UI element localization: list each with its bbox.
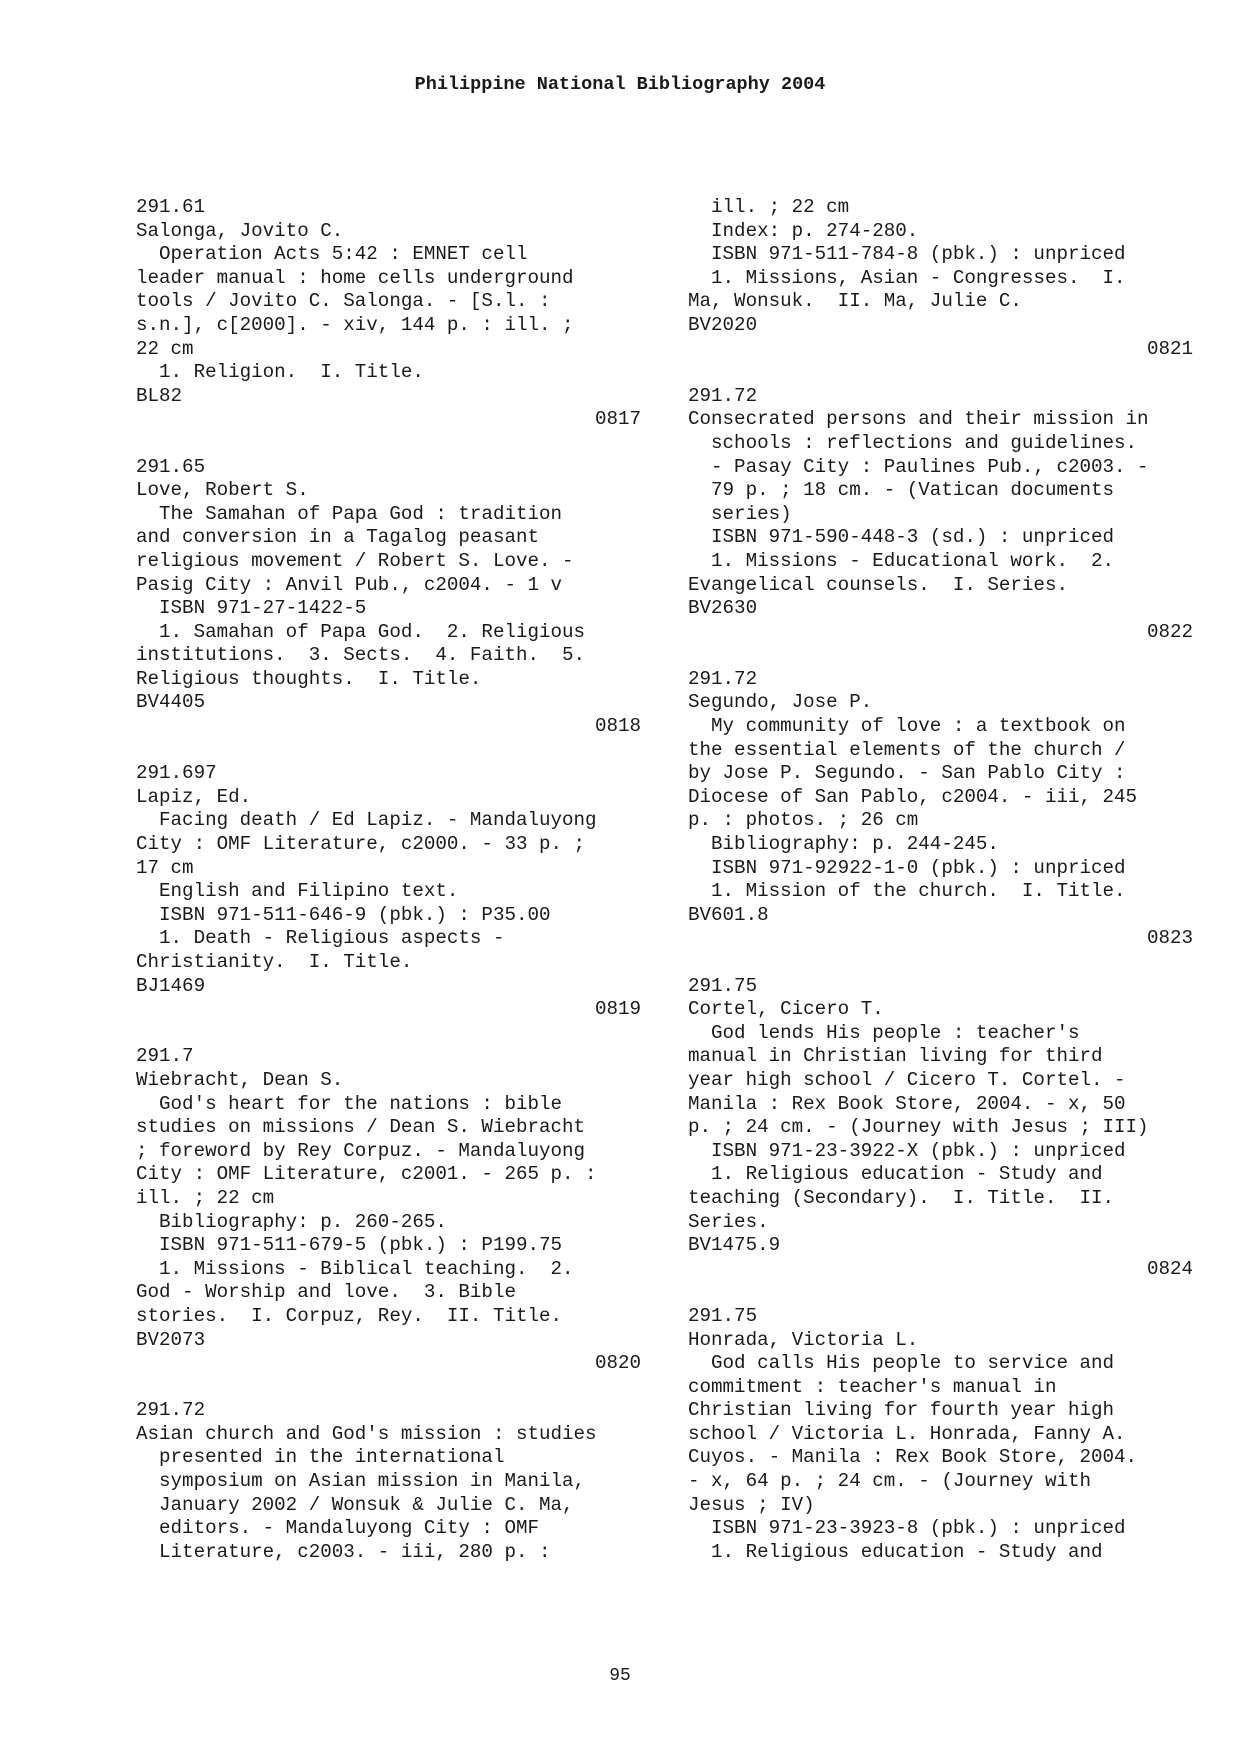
entry-line: Honrada, Victoria L.	[688, 1328, 919, 1351]
entry-line: God calls His people to service and	[688, 1352, 1115, 1375]
entry-line: Wiebracht, Dean S.	[136, 1068, 344, 1091]
entry-line: p. ; 24 cm. - (Journey with Jesus ; III)	[688, 1116, 1149, 1139]
entry-number: 0821	[1146, 337, 1193, 360]
entry-line: Cuyos. - Manila : Rex Book Store, 2004.	[688, 1446, 1138, 1469]
entry-line: 291.697	[136, 762, 217, 785]
entry-line: by Jose P. Segundo. - San Pablo City :	[688, 762, 1126, 785]
entry-line: 1. Missions - Biblical teaching. 2.	[136, 1257, 574, 1280]
entry-line: religious movement / Robert S. Love. -	[136, 549, 574, 572]
entry-line: 291.72	[136, 1399, 206, 1422]
entry-line: studies on missions / Dean S. Wiebracht	[136, 1116, 586, 1139]
entry-line: the essential elements of the church /	[688, 738, 1126, 761]
entry-line: 291.72	[688, 667, 758, 690]
entry-line: 291.7	[136, 1045, 194, 1068]
page-title: Philippine National Bibliography 2004	[414, 74, 826, 95]
entry-line: p. : photos. ; 26 cm	[688, 809, 919, 832]
entry-line: tools / Jovito C. Salonga. - [S.l. :	[136, 290, 551, 313]
entry-number: 0824	[1146, 1257, 1193, 1280]
bibliography-entry	[136, 1399, 641, 1564]
entry-line: year high school / Cicero T. Cortel. -	[688, 1068, 1126, 1091]
entry-line: and conversion in a Tagalog peasant	[136, 526, 540, 549]
entry-line: leader manual : home cells underground	[136, 266, 574, 289]
entry-line: Evangelical counsels. I. Series.	[688, 573, 1068, 596]
entry-line: 1. Death - Religious aspects -	[136, 927, 505, 950]
entry-line: God - Worship and love. 3. Bible	[136, 1281, 516, 1304]
bibliography-entry	[688, 385, 1193, 645]
entry-line: City : OMF Literature, c2000. - 33 p. ;	[136, 833, 586, 856]
entry-line: teaching (Secondary). I. Title. II.	[688, 1186, 1115, 1209]
entry-line: ISBN 971-511-646-9 (pbk.) : P35.00	[136, 903, 551, 926]
entry-line: 291.72	[688, 384, 758, 407]
entry-number: 0818	[594, 715, 641, 738]
entry-line: ISBN 971-511-784-8 (pbk.) : unpriced	[688, 243, 1126, 266]
entry-line: Asian church and God's mission : studies	[136, 1422, 597, 1445]
entry-line: Christianity. I. Title.	[136, 951, 413, 973]
entry-line: Jesus ; IV)	[688, 1493, 815, 1516]
entry-line: BV2073	[136, 1328, 206, 1351]
entry-line: Segundo, Jose P.	[688, 691, 873, 714]
entry-line: BV2630	[688, 597, 758, 620]
entry-line: Operation Acts 5:42 : EMNET cell	[136, 243, 528, 266]
entry-line: BL82	[136, 384, 183, 407]
entry-line: institutions. 3. Sects. 4. Faith. 5.	[136, 644, 586, 667]
entry-line: 79 p. ; 18 cm. - (Vatican documents	[688, 479, 1115, 502]
entry-line: editors. - Mandaluyong City : OMF	[136, 1517, 540, 1540]
entry-line: 1. Missions - Educational work. 2.	[688, 549, 1115, 572]
entry-line: 291.65	[136, 455, 206, 478]
entry-line: ISBN 971-511-679-5 (pbk.) : P199.75	[136, 1234, 563, 1257]
entry-line: Manila : Rex Book Store, 2004. - x, 50	[688, 1092, 1126, 1115]
entry-line: stories. I. Corpuz, Rey. II. Title.	[136, 1304, 563, 1327]
entry-line: Bibliography: p. 260-265.	[136, 1210, 447, 1233]
entry-line: 1. Samahan of Papa God. 2. Religious	[136, 620, 586, 643]
entry-line: City : OMF Literature, c2001. - 265 p. :	[136, 1163, 597, 1186]
entry-line: BV1475.9	[688, 1234, 781, 1257]
entry-line: Literature, c2003. - iii, 280 p. :	[136, 1540, 551, 1563]
bibliography-entry	[688, 1305, 1193, 1565]
entry-line: ISBN 971-27-1422-5	[136, 597, 367, 620]
entry-line: January 2002 / Wonsuk & Julie C. Ma,	[136, 1493, 574, 1516]
entry-line: ill. ; 22 cm	[136, 1186, 275, 1209]
entry-line: Index: p. 274-280.	[688, 219, 919, 242]
entry-line: Series.	[688, 1210, 769, 1233]
entry-line: ISBN 971-590-448-3 (sd.) : unpriced	[688, 526, 1115, 549]
entry-line: Cortel, Cicero T.	[688, 998, 884, 1021]
entry-line: BV4405	[136, 691, 206, 714]
entry-number: 0817	[594, 408, 641, 431]
entry-line: Diocese of San Pablo, c2004. - iii, 245	[688, 785, 1138, 808]
entry-number: 0823	[1146, 927, 1193, 950]
entry-line: manual in Christian living for third	[688, 1045, 1103, 1068]
entry-line: 291.75	[688, 974, 758, 997]
entry-line: ISBN 971-23-3923-8 (pbk.) : unpriced	[688, 1517, 1126, 1540]
bibliography-entry	[136, 1045, 641, 1375]
bibliography-entry	[688, 668, 1193, 951]
entry-line: - x, 64 p. ; 24 cm. - (Journey with	[688, 1470, 1092, 1493]
entry-line: BJ1469	[136, 974, 206, 997]
entry-line: 22 cm	[136, 337, 194, 360]
entry-line: Pasig City : Anvil Pub., c2004. - 1 v	[136, 573, 563, 596]
entry-line: 17 cm	[136, 856, 194, 879]
entry-line: Bibliography: p. 244-245.	[688, 833, 999, 856]
entry-line: ; foreword by Rey Corpuz. - Mandaluyong	[136, 1139, 586, 1162]
entry-line: series)	[688, 502, 792, 525]
entry-number: 0820	[594, 1352, 641, 1375]
entry-number: 0822	[1146, 620, 1193, 643]
entry-line: 1. Religious education - Study and	[688, 1163, 1103, 1186]
entry-line: commitment : teacher's manual in	[688, 1375, 1057, 1398]
left-column	[136, 196, 641, 1564]
entry-line: English and Filipino text.	[136, 880, 459, 903]
entry-line: Christian living for fourth year high	[688, 1399, 1115, 1422]
bibliography-entry	[136, 456, 641, 739]
bibliography-entry	[136, 196, 641, 432]
entry-line: schools : reflections and guidelines.	[688, 431, 1138, 454]
bibliography-entry	[136, 762, 641, 1022]
entry-line: BV2020	[688, 313, 758, 336]
entry-line: symposium on Asian mission in Manila,	[136, 1470, 586, 1493]
entry-line: Love, Robert S.	[136, 479, 309, 502]
page-number: 95	[609, 1666, 631, 1686]
entry-line: school / Victoria L. Honrada, Fanny A.	[688, 1422, 1126, 1445]
entry-line: 1. Religious education - Study and	[688, 1540, 1103, 1563]
entry-line: presented in the international	[136, 1446, 505, 1469]
entry-line: Ma, Wonsuk. II. Ma, Julie C.	[688, 290, 1022, 313]
entry-line: ISBN 971-92922-1-0 (pbk.) : unpriced	[688, 856, 1126, 879]
entry-line: 291.75	[688, 1304, 758, 1327]
entry-line: s.n.], c[2000]. - xiv, 144 p. : ill. ;	[136, 313, 574, 336]
entry-line: Consecrated persons and their mission in	[688, 408, 1149, 431]
entry-line: ill. ; 22 cm	[688, 196, 850, 218]
entry-line: 1. Missions, Asian - Congresses. I.	[688, 266, 1126, 289]
entry-line: Salonga, Jovito C.	[136, 219, 344, 242]
entry-line: BV601.8	[688, 903, 769, 926]
entry-line: 1. Religion. I. Title.	[136, 361, 424, 384]
entry-line: My community of love : a textbook on	[688, 715, 1126, 738]
entry-line: God's heart for the nations : bible	[136, 1092, 563, 1115]
entry-line: - Pasay City : Paulines Pub., c2003. -	[688, 455, 1149, 478]
entry-line: ISBN 971-23-3922-X (pbk.) : unpriced	[688, 1139, 1126, 1162]
entry-line: Lapiz, Ed.	[136, 785, 252, 808]
bibliography-entry	[688, 975, 1193, 1282]
entry-line: Facing death / Ed Lapiz. - Mandaluyong	[136, 809, 597, 832]
entry-line: God lends His people : teacher's	[688, 1021, 1080, 1044]
bibliography-entry	[688, 196, 1193, 361]
entry-number: 0819	[594, 998, 641, 1021]
right-column	[688, 196, 1193, 1564]
entry-line: 1. Mission of the church. I. Title.	[688, 880, 1126, 903]
entry-line: The Samahan of Papa God : tradition	[136, 502, 563, 525]
entry-line: Religious thoughts. I. Title.	[136, 667, 482, 690]
entry-line: 291.61	[136, 196, 206, 218]
